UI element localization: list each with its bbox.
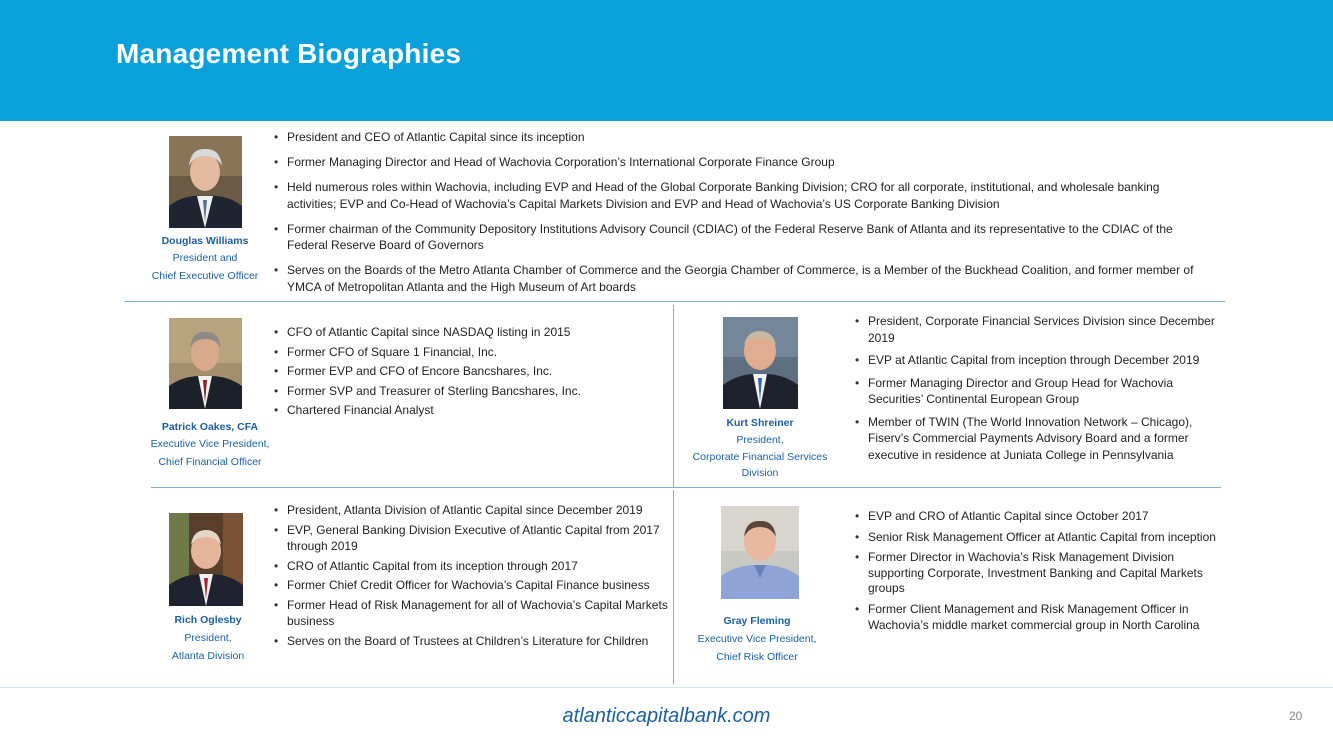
bio-bullet: • Former Client Management and Risk Management Officer in Wachovia’s middle market commercial group in North Carolina: [852, 602, 1217, 633]
bio-bullet: • Former Managing Director and Head of Wachovia Corporation’s International Corporate Finance Group: [271, 154, 1201, 171]
person-title-line: Chief Financial Officer: [158, 455, 262, 468]
person-title-line: President and: [172, 252, 238, 264]
footer-divider: [0, 687, 1333, 688]
bio-bullet: • Former chairman of the Community Depository Institutions Advisory Council (CDIAC) of the Federal Reserve Bank of Atlanta and its representative to the CDIAC of the Federal Reserve Board of Governors: [271, 221, 1201, 254]
bio-bullet: • Former Head of Risk Management for all of Wachovia’s Capital Markets business: [271, 597, 671, 630]
bio-bullet: • Former CFO of Square 1 Financial, Inc.: [271, 343, 651, 363]
bio-bullet: • Former Director in Wachovia’s Risk Management Division supporting Corporate, Investment Banking and Capital Markets groups: [852, 550, 1217, 597]
person-title-line: Executive Vice President,: [697, 633, 817, 645]
bio-bullet: • Former Managing Director and Group Head for Wachovia Securities’ Continental European Group: [852, 375, 1224, 408]
person-title-line: Chief Risk Officer: [716, 650, 798, 663]
person-title-line: President,: [184, 632, 232, 644]
bio-bullet: • President, Corporate Financial Services Division since December 2019: [852, 313, 1224, 346]
bio-bullet: • Member of TWIN (The World Innovation Network – Chicago), Fiserv’s Commercial Payments Advisory Board and a former executive in residence at Juniata College in Pennsylvania: [852, 414, 1224, 464]
bio-bullet: • CRO of Atlantic Capital from its inception through 2017: [271, 558, 671, 575]
person-title: [135, 436, 285, 471]
bio-bullet: • President, Atlanta Division of Atlantic Capital since December 2019: [271, 502, 671, 519]
bio-bullet: • EVP and CRO of Atlantic Capital since October 2017: [852, 509, 1217, 525]
person-title-line: Chief Executive Officer: [151, 269, 259, 282]
bio-bullet: • Senior Risk Management Officer at Atlantic Capital from inception: [852, 530, 1217, 546]
bio-bullet: • Former EVP and CFO of Encore Bancshares, Inc.: [271, 362, 651, 382]
douglas-williams-photo: [169, 136, 242, 228]
person-title: [143, 630, 273, 665]
patrick-oakes-photo: [169, 318, 242, 409]
person-name: Gray Fleming: [723, 615, 791, 627]
bio-bullet: • President and CEO of Atlantic Capital since its inception: [271, 129, 1201, 146]
person-title-line: Division: [741, 467, 779, 479]
rich-oglesby-photo: [169, 513, 243, 606]
person-title-line: Executive Vice President,: [150, 438, 270, 450]
bio-bullet: • Serves on the Boards of the Metro Atlanta Chamber of Commerce and the Georgia Chamber of Commerce, is a Member of the Buckhead Coalition, and former member of YMCA of Metropolitan Atlanta and the High Museum of Art boards: [271, 262, 1201, 295]
person-title-line: President,: [736, 434, 784, 446]
header-banner: [0, 0, 1333, 121]
person-title: [680, 432, 840, 482]
bio-bullet: • Former SVP and Treasurer of Sterling Bancshares, Inc.: [271, 382, 651, 402]
bio-bullets: [271, 129, 1201, 295]
section-divider: [151, 487, 1221, 488]
bio-bullets: [852, 313, 1224, 463]
section-divider: [124, 301, 1225, 302]
bio-bullets: [271, 502, 671, 649]
kurt-shreiner-photo: [723, 317, 798, 409]
person-name: Douglas Williams: [161, 235, 249, 247]
person-title-line: Corporate Financial Services: [692, 450, 828, 463]
gray-fleming-photo: [721, 506, 799, 599]
person-title: [135, 250, 275, 285]
column-divider: [673, 490, 674, 684]
bio-bullet: • Serves on the Board of Trustees at Children’s Literature for Children: [271, 633, 671, 650]
person-name: Rich Oglesby: [174, 614, 242, 626]
person-name: Patrick Oakes, CFA: [161, 421, 259, 433]
person-title-line: Atlanta Division: [171, 649, 245, 662]
bio-bullet: • EVP at Atlantic Capital from inception through December 2019: [852, 352, 1224, 369]
person-name: Kurt Shreiner: [726, 417, 794, 429]
bio-bullet: • Chartered Financial Analyst: [271, 401, 651, 421]
page-title: Management Biographies: [116, 38, 462, 69]
column-divider: [673, 305, 674, 488]
bio-bullet: • CFO of Atlantic Capital since NASDAQ listing in 2015: [271, 323, 651, 343]
bio-bullets: [271, 323, 651, 421]
bio-bullet: • Held numerous roles within Wachovia, including EVP and Head of the Global Corporate Banking Division; CRO for all corporate, institutional, and wholesale banking activities; EVP and Co-Head of Wachovia’s Capital Markets Division and EVP and Head of Wachovia’s US Corporate Banking Division: [271, 179, 1201, 212]
bio-bullet: • EVP, General Banking Division Executive of Atlantic Capital from 2017 through 2019: [271, 522, 671, 555]
bio-bullet: • Former Chief Credit Officer for Wachovia’s Capital Finance business: [271, 577, 671, 594]
person-title: [677, 631, 837, 666]
page-number: 20: [1289, 709, 1303, 723]
bio-bullets: [852, 509, 1217, 633]
footer-website: atlanticcapitalbank.com: [562, 705, 771, 727]
